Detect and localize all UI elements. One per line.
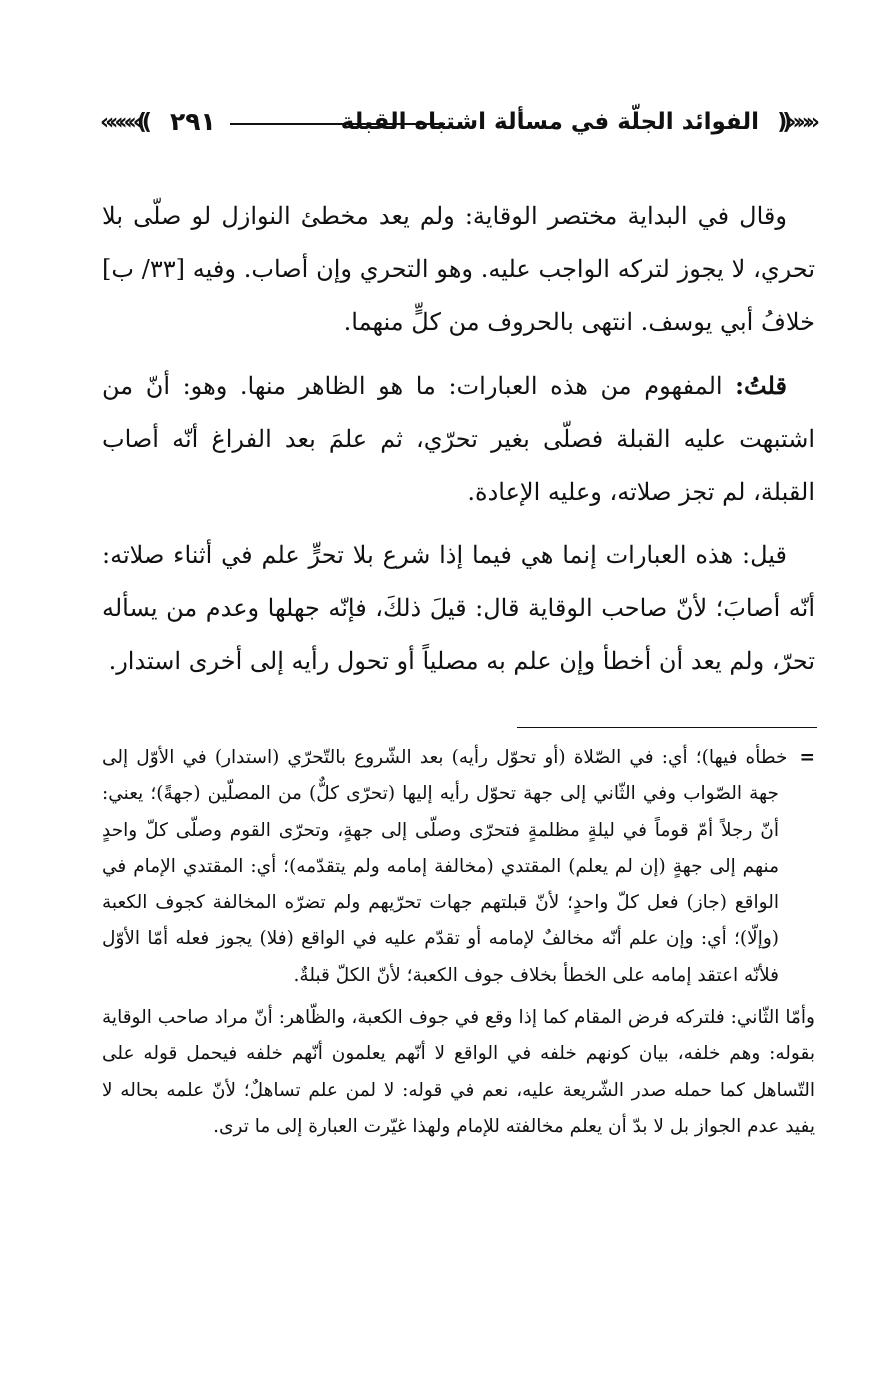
running-header: [100, 98, 815, 148]
paragraph-2: [102, 359, 815, 519]
paragraph-text: قيل: هذه العبارات إنما هي فيما إذا شرع بلا تحرٍّ علم في أثناء صلاته: أنّه أصابَ؛ لأنّ صاحب الوقاية قال: قيلَ ذلكَ، فإنّه جهلها وعدم من يسأله تحرّ، ولم يعد أن أخطأ وإن علم به مصلياً أو تحول رأيه إلى أخرى استدار.: [102, 541, 815, 675]
header-ornament-left: ))»»»»: [100, 110, 147, 135]
continuation-mark: =: [799, 747, 815, 768]
header-rule: [230, 123, 445, 125]
footnotes: [102, 740, 815, 1145]
page-number: ٢٩١: [170, 107, 216, 136]
paragraph-text: المفهوم من هذه العبارات: ما هو الظاهر منها. وهو: أنّ من اشتبهت عليه القبلة فصلّى بغير تحرّي، ثم علمَ بعد الفراغ أنّه أصاب القبلة، لم تجز صلاته، وعليه الإعادة.: [102, 372, 815, 506]
footnote-1: [102, 740, 815, 994]
paragraph-1: [102, 190, 815, 349]
paragraph-lead: قلتُ:: [735, 371, 787, 400]
footnote-text: خطأه فيها)؛ أي: في الصّلاة (أو تحوّل رأيه) بعد الشّروع بالتّحرّي (استدار) في الأوّل إلى جهة الصّواب وفي الثّاني إلى جهة تحوّل رأيه إليها (تحرّى كلٌّ) من المصلّين (جهةً)؛ يعني: أنّ رجلاً أمّ قوماً في ليلةٍ مظلمةٍ فتحرّى وصلّى إلى جهةٍ، وتحرّى القوم وصلّى كلّ واحدٍ منهم إلى جهةٍ (إن لم يعلم) المقتدي (مخالفة إمامه ولم يتقدّمه)؛ أي: المقتدي الإمام في الواقع (جاز) فعل كلّ واحدٍ؛ لأنّ قبلتهم جهات تحرّيهم ولم تضرّه المخالفة كجوف الكعبة (وإلّا)؛ أي: وإن علم أنّه مخالفٌ لإمامه أو تقدّم عليه في الواقع (فلا) يجوز فعله أمّا الأوّل فلأنّه اعتقد إمامه على الخطأ بخلاف جوف الكعبة؛ لأنّ الكلّ قبلةٌ.: [102, 747, 788, 986]
paragraph-text: وقال في البداية مختصر الوقاية: ولم يعد مخطئ النوازل لو صلّى بلا تحري، لا يجوز لتركه الواجب عليه. وهو التحري وإن أصاب. وفيه [٣٣/ ب] خلافُ أبي يوسف. انتهى بالحروف من كلٍّ منهما.: [102, 202, 816, 336]
header-ornament-right: «««((: [777, 110, 815, 135]
paragraph-3: [102, 529, 815, 688]
running-title: الفوائد الجلّة في مسألة اشتباه القبلة: [340, 109, 759, 135]
footnote-2: [102, 1000, 815, 1145]
footnote-separator: [517, 727, 817, 728]
footnote-text: وأمّا الثّاني: فلتركه فرض المقام كما إذا وقع في جوف الكعبة، والظّاهر: أنّ مراد صاحب الوقاية بقوله: وهم خلفه، بيان كونهم خلفه في الواقع لا أنّهم يعلمون أنّهم خلفه فيحمل قوله على التّساهل كما حمله صدر الشّريعة عليه، نعم في قوله: لا لمن علم تساهلٌ؛ لأنّ علمه بحاله لا يفيد عدم الجواز بل لا بدّ أن يعلم مخالفته للإمام ولهذا غيّرت العبارة إلى ما ترى.: [102, 1007, 815, 1137]
main-text: [102, 190, 815, 688]
